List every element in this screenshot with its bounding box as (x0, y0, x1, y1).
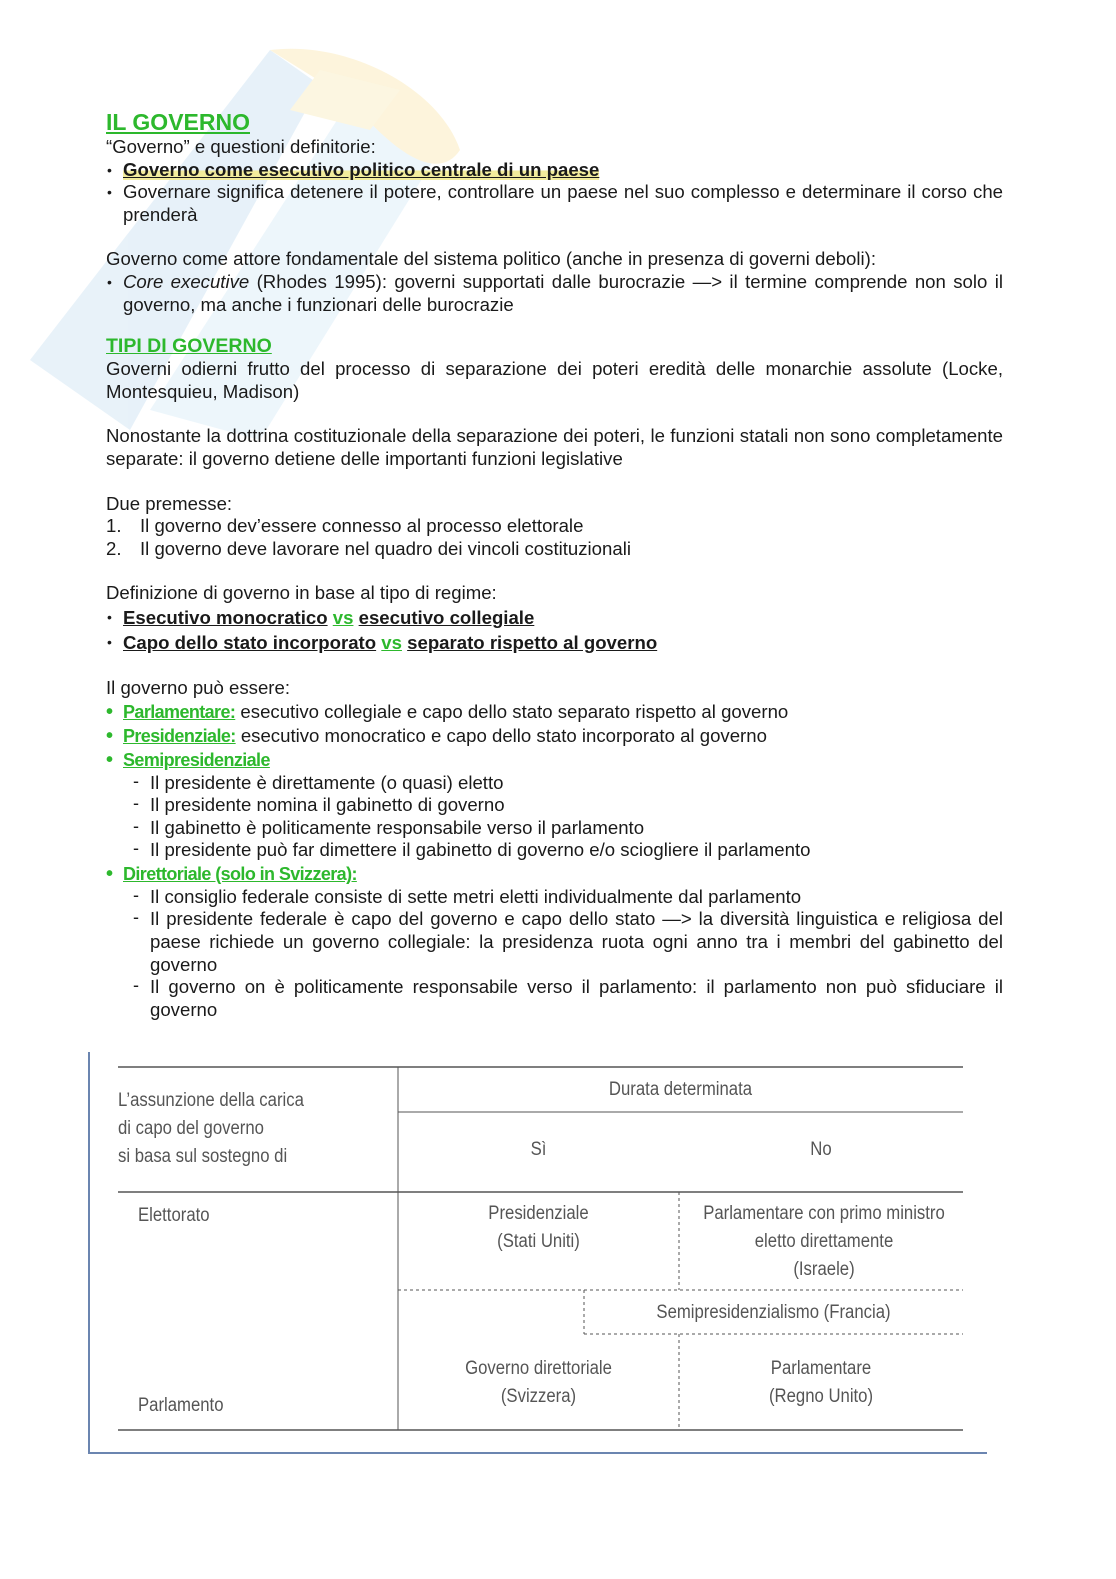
type-label: Semipresidenziale (123, 749, 270, 770)
type-label: Presidenziale: (123, 725, 236, 746)
section-title-governo: IL GOVERNO (106, 109, 250, 135)
cell-semipresidenzialismo: Semipresidenzialismo (Francia) (656, 1302, 891, 1323)
premesse-intro: Due premesse: (106, 492, 233, 514)
corner-line: di capo del governo (118, 1118, 264, 1139)
cell-line: Parlamentare con primo ministro (703, 1203, 945, 1224)
dir-details (133, 886, 1003, 1022)
list-item: • Governare significa detenere il potere, controllare un paese nel suo complesso e determinare il corso che prenderà (106, 181, 1003, 226)
section-title-tipi: TIPI DI GOVERNO (106, 335, 272, 358)
cell-line: (Stati Uniti) (497, 1231, 580, 1252)
column-no: No (810, 1139, 832, 1160)
type-direttoriale (106, 862, 1003, 886)
premesse-list (106, 515, 1003, 560)
core-executive-text: (Rhodes 1995): governi supportati dalle burocrazie —> il termine comprende non solo il governo, ma anche i funzionari delle burocrazie (123, 270, 1003, 315)
bold-term: esecutivo collegiale (358, 606, 535, 628)
type-text: esecutivo collegiale e capo dello stato separato rispetto al governo (235, 700, 789, 722)
vs-label: vs (381, 631, 402, 653)
list-item: - Il presidente è direttamente (o quasi) eletto (133, 772, 1003, 795)
list-item (106, 271, 1003, 316)
government-types-list-2 (106, 862, 1003, 886)
list-item: - Il gabinetto è politicamente responsabile verso il parlamento (133, 817, 1003, 840)
bold-definition: Governo come esecutivo politico centrale di un paese (123, 158, 600, 180)
paragraph: Governo come attore fondamentale del sistema politico (anche in presenza di governi deboli): (106, 248, 877, 270)
list-item: - Il presidente può far dimettere il gabinetto di governo e/o sciogliere il parlamento (133, 839, 1003, 862)
corner-line: si basa sul sostegno di (118, 1146, 288, 1167)
vs-label: vs (332, 606, 354, 628)
cell-line: Governo direttoriale (465, 1358, 612, 1379)
list-item (106, 515, 1003, 538)
types-intro: Il governo può essere: (106, 676, 290, 698)
type-presidenziale (106, 724, 1003, 748)
cell-line: (Regno Unito) (768, 1386, 874, 1407)
core-executive-term: Core executive (123, 270, 250, 292)
paragraph: Nonostante la dottrina costituzionale della separazione dei poteri, le funzioni statali non sono completamente separate: il governo detiene delle importanti funzioni legislative (106, 425, 1003, 469)
list-text: Il governo deve lavorare nel quadro dei vincoli costituzionali (140, 537, 631, 559)
bold-term: Esecutivo monocratico (123, 606, 328, 628)
type-label: Parlamentare: (123, 701, 236, 722)
core-executive-list (106, 271, 1003, 316)
list-item: - Il governo on è politicamente responsabile verso il parlamento: il parlamento non può sfiduciare il governo (133, 976, 1003, 1021)
corner-line: L’assunzione della carica (118, 1090, 304, 1111)
semi-details (133, 772, 1003, 862)
cell-parlamentare (696, 1355, 946, 1411)
column-si: Sì (530, 1139, 547, 1160)
government-types-list (106, 700, 1003, 772)
cell-line: (Israele) (793, 1259, 855, 1280)
table-header-durata: Durata determinata (608, 1079, 753, 1100)
type-semipresidenziale (106, 748, 1003, 772)
cell-parlamentare-primo-ministro (696, 1200, 951, 1284)
cell-direttoriale (415, 1355, 662, 1411)
cell-line: Parlamentare (770, 1358, 872, 1379)
cell-line: (Svizzera) (500, 1386, 577, 1407)
cell-line: Presidenziale (488, 1203, 589, 1224)
type-parlamentare (106, 700, 1003, 724)
list-item (106, 605, 1003, 630)
list-text: Il governo dev’essere connesso al processo elettorale (140, 515, 584, 537)
list-item: - Il presidente nomina il gabinetto di governo (133, 794, 1003, 817)
list-number: 1. (106, 515, 122, 537)
definition-list (106, 159, 1003, 227)
list-item (106, 538, 1003, 561)
list-number: 2. (106, 537, 122, 559)
list-item (106, 630, 1003, 655)
paragraph: Governi odierni frutto del processo di separazione dei poteri eredità delle monarchie assolute (Locke, Montesquieu, Madison) (106, 358, 1003, 402)
row-parlamento: Parlamento (138, 1395, 224, 1416)
government-types-table (88, 1052, 987, 1454)
bold-term: Capo dello stato incorporato (123, 631, 377, 653)
intro-line: “Governo” e questioni definitorie: (106, 136, 376, 157)
document-body (106, 108, 1003, 1021)
definition-intro: Definizione di governo in base al tipo di regime: (106, 582, 497, 604)
list-item (106, 159, 1003, 182)
table-corner-label (118, 1087, 304, 1171)
row-elettorato: Elettorato (138, 1205, 210, 1226)
cell-presidenziale (415, 1200, 662, 1256)
regime-list (106, 605, 1003, 655)
list-item: - Il presidente federale è capo del governo e capo dello stato —> la diversità linguistica e religiosa del paese richiede un governo collegiale: la presidenza ruota ogni anno tra i membri del gabinetto del governo (133, 908, 1003, 976)
list-item: - Il consiglio federale consiste di sette metri eletti individualmente dal parlamento (133, 886, 1003, 909)
type-text: esecutivo monocratico e capo dello stato incorporato al governo (235, 724, 767, 746)
type-label: Direttoriale (solo in Svizzera): (123, 863, 357, 884)
cell-line: eletto direttamente (754, 1231, 894, 1252)
bold-term: separato rispetto al governo (407, 631, 658, 653)
